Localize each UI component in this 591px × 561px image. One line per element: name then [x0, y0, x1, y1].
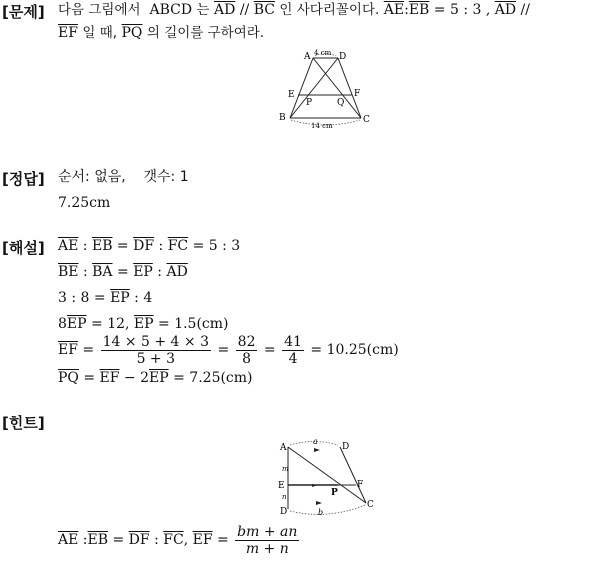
- arrow-icon: [316, 501, 322, 505]
- solution-line-3: [58, 289, 152, 307]
- op: 8: [58, 316, 67, 332]
- op: =: [259, 342, 281, 358]
- label-d: D: [339, 52, 347, 62]
- label-m: m: [282, 465, 289, 473]
- problem-text: 일 때,: [82, 25, 118, 41]
- op: :: [78, 532, 88, 548]
- segment-bc: $\overline{BC}$: [253, 2, 275, 18]
- segment: $\overline{AE}$: [58, 532, 79, 548]
- problem-line-1: [58, 1, 530, 19]
- denominator: m + n: [245, 540, 289, 557]
- label-f: F: [357, 480, 364, 490]
- problem-text: 의 길이를 구하여라.: [146, 25, 265, 41]
- segment-ae: $\overline{AE}$: [383, 2, 405, 18]
- segment: $\overline{EF}$: [99, 370, 120, 386]
- label-a: A: [304, 52, 311, 62]
- parallel-symbol: //: [520, 2, 530, 18]
- parallel-symbol: //: [239, 2, 250, 18]
- segment-ef: $\overline{EF}$: [58, 25, 78, 41]
- op: 3 : 8 =: [58, 290, 111, 306]
- segment-eb: $\overline{EB}$: [408, 2, 430, 18]
- segment: $\overline{EF}$: [58, 342, 78, 358]
- segment: $\overline{BE}$: [58, 264, 79, 280]
- segment: $\overline{EP}$: [133, 316, 154, 332]
- op: =: [212, 532, 234, 548]
- op: =: [77, 342, 99, 358]
- answer-value: 7.25cm: [58, 195, 111, 211]
- numerator: 14 × 5 + 4 × 3: [102, 333, 210, 350]
- segment: $\overline{FC}$: [167, 238, 189, 254]
- segment: $\overline{EP}$: [149, 370, 169, 386]
- colon: :: [404, 2, 409, 18]
- segment: $\overline{EB}$: [91, 238, 113, 254]
- denominator: 5 + 3: [136, 350, 176, 367]
- segment: $\overline{EP}$: [110, 290, 130, 306]
- hint-formula: [58, 522, 301, 558]
- segment: $\overline{EF}$: [192, 532, 213, 548]
- numerator: 41: [284, 333, 302, 350]
- label-p: P: [331, 488, 338, 498]
- answer-label: [정답]: [2, 170, 45, 188]
- solution-line-4: [58, 315, 229, 333]
- segment: $\overline{DF}$: [133, 238, 155, 254]
- answer-meta: 순서: 없음, 갯수: 1: [58, 169, 189, 185]
- hint-figure: [278, 438, 382, 518]
- diagonal-ac: [288, 447, 366, 503]
- segment-pq: $\overline{PQ}$: [121, 25, 143, 41]
- label-top-len: 4 cm: [314, 49, 332, 57]
- op: =: [112, 238, 134, 254]
- label-c: C: [367, 500, 374, 510]
- label-a: A: [280, 443, 287, 453]
- segment: $\overline{EB}$: [87, 532, 109, 548]
- hint-label: [힌트]: [2, 414, 45, 432]
- problem-line-2: [58, 24, 264, 42]
- segment: $\overline{PQ}$: [58, 370, 79, 386]
- label-e: E: [288, 90, 295, 100]
- quad-name: ABCD: [149, 2, 193, 18]
- label-q: Q: [337, 98, 345, 108]
- solution-line-6: [58, 369, 253, 387]
- side-dc: [340, 447, 366, 503]
- segment: $\overline{AE}$: [58, 238, 79, 254]
- arrow-icon: [314, 448, 320, 452]
- ratio: = 5 : 3 ,: [433, 2, 491, 18]
- bottom-arc: [290, 505, 365, 514]
- numerator: 82: [237, 333, 256, 350]
- fraction: [282, 334, 304, 367]
- problem-label: [문제]: [2, 3, 45, 21]
- segment: $\overline{DF}$: [128, 532, 150, 548]
- trapezoid-figure: [278, 48, 378, 130]
- fraction: [235, 524, 299, 557]
- label-top-a: a: [313, 438, 318, 446]
- op: :: [149, 532, 164, 548]
- side-ab: [290, 58, 313, 118]
- denominator: 8: [242, 350, 252, 367]
- solution-line-2: [58, 263, 188, 281]
- label-p: P: [306, 98, 313, 108]
- solution-line-5: [58, 332, 399, 368]
- label-d: D: [342, 442, 350, 452]
- segment: $\overline{AD}$: [166, 264, 188, 280]
- op: :: [154, 238, 168, 254]
- segment: $\overline{EP}$: [66, 316, 87, 332]
- label-bottom-b: b: [318, 508, 324, 517]
- label-b: B: [279, 113, 286, 123]
- problem-text: 인 사다리꼴이다.: [279, 2, 380, 18]
- problem-text: 다음 그림에서: [58, 2, 141, 18]
- op: =: [112, 264, 134, 280]
- op: :: [78, 264, 93, 280]
- side-dc: [338, 58, 361, 118]
- op: = 10.25(cm): [305, 342, 399, 358]
- solution-label: [해설]: [2, 239, 45, 257]
- op: =: [108, 532, 129, 548]
- segment-ad: $\overline{AD}$: [214, 2, 236, 18]
- op: − 2: [119, 370, 150, 386]
- fraction: [101, 334, 211, 367]
- op: =: [78, 370, 100, 386]
- op: :: [152, 264, 167, 280]
- label-bottom-len: 14 cm: [311, 122, 333, 130]
- op: :: [78, 238, 92, 254]
- denominator: 4: [288, 350, 298, 367]
- numerator: bm + an: [237, 523, 298, 540]
- label-c: C: [363, 115, 370, 125]
- segment: $\overline{BA}$: [92, 264, 113, 280]
- diagonal-ac: [313, 58, 361, 118]
- op: = 7.25(cm): [168, 370, 253, 386]
- op: ,: [183, 532, 193, 548]
- segment: $\overline{EP}$: [133, 264, 153, 280]
- label-n: n: [282, 493, 287, 501]
- op: = 12,: [86, 316, 134, 332]
- op: = 5 : 3: [188, 238, 241, 254]
- problem-text: 는: [196, 2, 210, 18]
- segment: $\overline{FC}$: [163, 532, 184, 548]
- diagonal-db: [290, 58, 338, 118]
- label-f: F: [354, 89, 361, 99]
- op: : 4: [129, 290, 153, 306]
- op: = 1.5(cm): [153, 316, 229, 332]
- segment-ad: $\overline{AD}$: [494, 2, 517, 18]
- label-e: E: [278, 481, 285, 491]
- solution-line-1: [58, 237, 240, 255]
- fraction: [236, 334, 258, 367]
- label-b: D: [280, 507, 288, 517]
- op: =: [213, 342, 234, 358]
